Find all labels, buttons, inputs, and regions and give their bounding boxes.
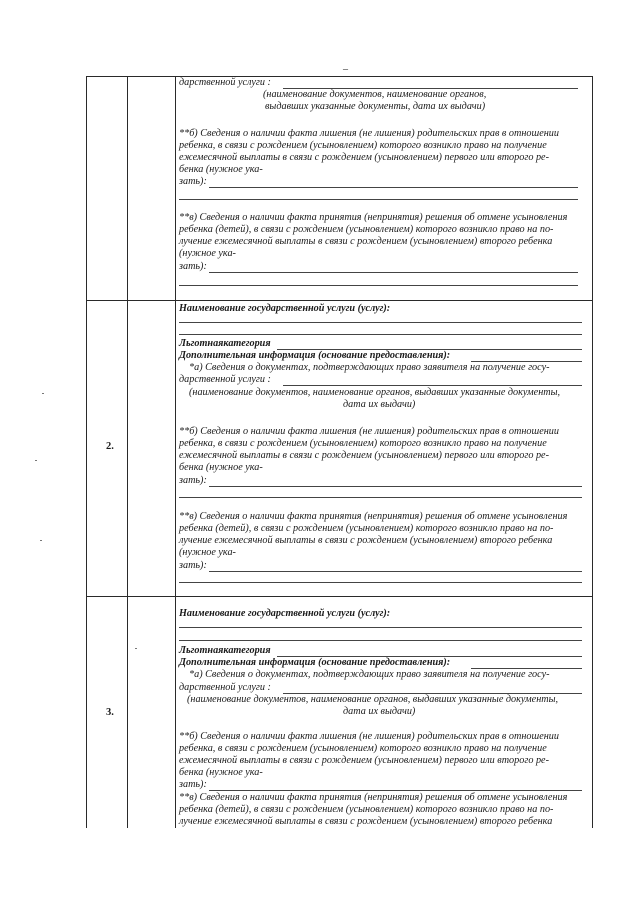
section1-line-1: дарственной услуги :: [179, 77, 271, 88]
section1-b-fill-2: [179, 199, 578, 200]
section1-c-fill-2: [179, 285, 578, 286]
section3-b-fill: [209, 790, 582, 791]
section2-c-3: лучение ежемесячной выплаты в связи с рождением (усыновлением) второго ребенка: [179, 535, 553, 546]
section1-b-1: **б) Сведения о наличии факта лишения (не лишения) родительских прав в отношении: [179, 128, 559, 139]
section2-b-1: **б) Сведения о наличии факта лишения (не лишения) родительских прав в отношении: [179, 426, 559, 437]
section3-addinfo: Дополнительная информация (основание предоставления):: [179, 657, 451, 668]
section3-c-3: лучение ежемесячной выплаты в связи с рождением (усыновлением) второго ребенка: [179, 816, 553, 827]
section3-title: Наименование государственной услуги (услуг):: [179, 608, 391, 619]
section1-hint-1: (наименование документов, наименование органов,: [263, 89, 487, 100]
section1-c-2: ребенка (детей), в связи с рождением (усыновлением) которого возникло право на по-: [179, 224, 554, 235]
section2-a-2: дарственной услуги :: [179, 374, 271, 385]
section2-c-2: ребенка (детей), в связи с рождением (усыновлением) которого возникло право на по-: [179, 523, 554, 534]
section3-a-2: дарственной услуги :: [179, 682, 271, 693]
section3-number: 3.: [106, 707, 114, 718]
table-right-border: [592, 76, 593, 828]
section1-hint-2: выдавших указанные документы, дата их выдачи): [265, 101, 486, 112]
section2-c-1: **в) Сведения о наличии факта принятия (непринятия) решения об отмене усыновления: [179, 511, 568, 522]
section3-category: Льготнаякатегория: [179, 645, 271, 656]
section3-c-1: **в) Сведения о наличии факта принятия (непринятия) решения об отмене усыновления: [179, 792, 568, 803]
section2-a-1: *а) Сведения о документах, подтверждающих право заявителя на получение госу-: [189, 362, 550, 373]
section2-a-fill: [283, 385, 582, 386]
section2-b-5: зать):: [179, 475, 207, 486]
section2-title-fill-1: [179, 322, 582, 323]
section3-title-fill-2: [179, 640, 582, 641]
section3-a-1: *а) Сведения о документах, подтверждающих право заявителя на получение госу-: [189, 669, 550, 680]
table-top-border: [86, 76, 593, 77]
table-column-divider-2: [175, 76, 176, 828]
section3-a-3: (наименование документов, наименование органов, выдавших указанные документы,: [187, 694, 559, 705]
section3-b-2: ребенка, в связи с рождением (усыновлением) которого возникло право на получение: [179, 743, 547, 754]
section2-category: Льготнаякатегория: [179, 338, 271, 349]
scan-speck: [40, 540, 42, 541]
table-left-border: [86, 76, 87, 828]
section1-c-fill-1: [209, 272, 578, 273]
section1-b-4: бенка (нужное ука-: [179, 164, 263, 175]
section3-b-4: бенка (нужное ука-: [179, 767, 263, 778]
section1-b-fill-1: [209, 187, 578, 188]
section2-title: Наименование государственной услуги (услуг):: [179, 303, 391, 314]
row-divider-1: [86, 300, 593, 301]
section1-b-5: зать):: [179, 176, 207, 187]
section3-a-4: дата их выдачи): [343, 706, 416, 717]
section2-c-fill-1: [209, 571, 582, 572]
section2-addinfo: Дополнительная информация (основание предоставления):: [179, 350, 451, 361]
section1-b-3: ежемесячной выплаты в связи с рождением (усыновлением) первого или второго ре-: [179, 152, 549, 163]
section2-c-fill-2: [179, 582, 582, 583]
scan-speck: [35, 460, 37, 461]
section1-c-1: **в) Сведения о наличии факта принятия (непринятия) решения об отмене усыновления: [179, 212, 568, 223]
section3-title-fill-1: [179, 627, 582, 628]
section2-a-4: дата их выдачи): [343, 399, 416, 410]
section2-number: 2.: [106, 441, 114, 452]
top-mark: _: [343, 60, 348, 71]
section2-b-4: бенка (нужное ука-: [179, 462, 263, 473]
section2-b-fill-2: [179, 497, 582, 498]
section2-b-fill-1: [209, 486, 582, 487]
table-column-divider-1: [127, 76, 128, 828]
section3-b-5: зать):: [179, 779, 207, 790]
section2-b-3: ежемесячной выплаты в связи с рождением (усыновлением) первого или второго ре-: [179, 450, 549, 461]
section3-b-1: **б) Сведения о наличии факта лишения (не лишения) родительских прав в отношении: [179, 731, 559, 742]
section2-a-3: (наименование документов, наименование органов, выдавших указанные документы,: [189, 387, 561, 398]
scan-speck: [135, 648, 137, 649]
section2-b-2: ребенка, в связи с рождением (усыновлением) которого возникло право на получение: [179, 438, 547, 449]
row-divider-2: [86, 596, 593, 597]
section2-c-5: зать):: [179, 560, 207, 571]
section1-c-5: зать):: [179, 261, 207, 272]
section3-b-3: ежемесячной выплаты в связи с рождением (усыновлением) первого или второго ре-: [179, 755, 549, 766]
section2-c-4: (нужное ука-: [179, 547, 236, 558]
section2-title-fill-2: [179, 334, 582, 335]
section1-c-3: лучение ежемесячной выплаты в связи с рождением (усыновлением) второго ребенка: [179, 236, 553, 247]
section3-c-2: ребенка (детей), в связи с рождением (усыновлением) которого возникло право на по-: [179, 804, 554, 815]
section1-b-2: ребенка, в связи с рождением (усыновлением) которого возникло право на получение: [179, 140, 547, 151]
section1-c-4: (нужное ука-: [179, 248, 236, 259]
scan-speck: [42, 393, 44, 394]
